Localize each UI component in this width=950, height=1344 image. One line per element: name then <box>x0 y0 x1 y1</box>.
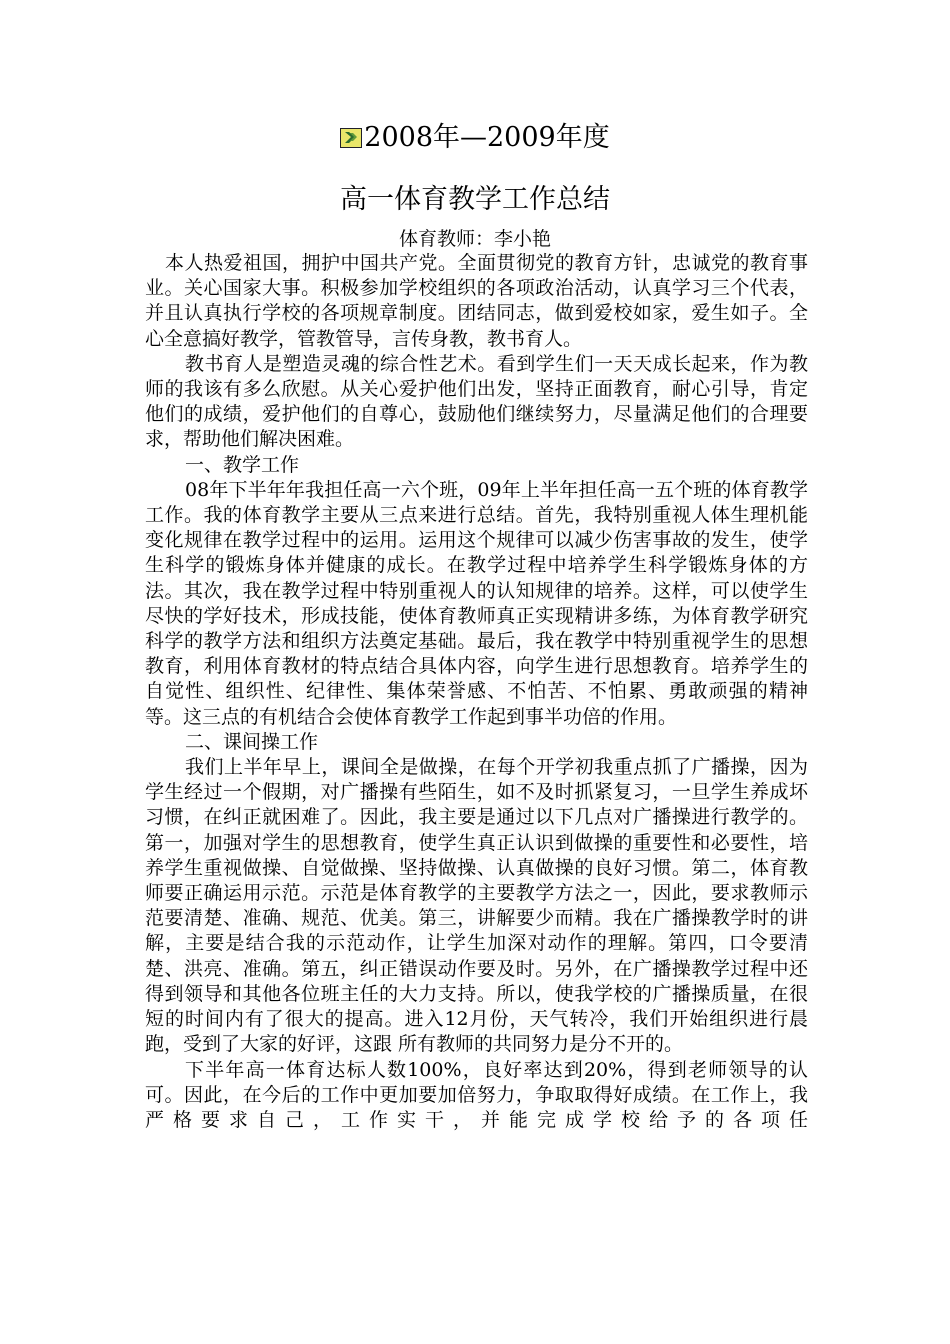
paragraph-teaching: 08年下半年年我担任高一六个班，09年上半年担任高一五个班的体育教学工作。我的体育教学主要从三点来进行总结。首先，我特别重视人体生理机能变化规律在教学过程中的运用。运用这个规律可以减少伤害事故的发生，使学生科学的锻炼身体并健康的成长。在教学过程中培养学生科学锻炼身体的方法。其次，我在教学过程中特别重视人的认知规律的培养。这样，可以使学生尽快的学好技术，形成技能，使体育教师真正实现精讲多练，为体育教学研究科学的教学方法和组织方法奠定基础。最后，我在教学中特别重视学生的思想教育，利用体育教材的特点结合具体内容，向学生进行思想教育。培养学生的自觉性、组织性、纪律性、集体荣誉感、不怕苦、不怕累、勇敢顽强的精神等。这三点的有机结合会使体育教学工作起到事半功倍的作用。 <box>145 478 808 728</box>
paragraph-intro: 本人热爱祖国，拥护中国共产党。全面贯彻党的教育方针，忠诚党的教育事业。关心国家大事。积极参加学校组织的各项政治活动，认真学习三个代表，并且认真执行学校的各项规章制度。团结同志，做到爱校如家，爱生如子。全心全意搞好教学，管教管导，言传身教，教书育人。 <box>145 252 808 350</box>
title-year-range: 2008年—2009年度 <box>364 122 610 153</box>
author-line: 体育教师：李小艳 <box>398 228 551 250</box>
section-heading-teaching: 一、教学工作 <box>185 453 300 476</box>
title-line-1 <box>0 121 950 155</box>
document-title: 高一体育教学工作总结 <box>340 184 610 215</box>
paragraph-exercise: 我们上半年早上，课间全是做操，在每个开学初我重点抓了广播操，因为学生经过一个假期，对广播操有些陌生，如不及时抓紧复习，一旦学生养成坏习惯，在纠正就困难了。因此，我主要是通过以下几点对广播操进行教学的。第一，加强对学生的思想教育，使学生真正认识到做操的重要性和必要性，培养学生重视做操、自觉做操、坚持做操、认真做操的良好习惯。第二，体育教师要正确运用示范。示范是体育教学的主要教学方法之一，因此，要求教师示范要清楚、准确、规范、优美。第三，讲解要少而精。我在广播操教学时的讲解，主要是结合我的示范动作，让学生加深对动作的理解。第四，口令要清楚、洪亮、准确。第五，纠正错误动作要及时。另外，在广播操教学过程中还得到领导和其他各位班主任的大力支持。所以，使我学校的广播操质量，在很短的时间内有了很大的提高。进入12月份，天气转冷，我们开始组织进行晨跑，受到了大家的好评，这跟 所有教师的共同努力是分不开的。 <box>145 756 808 1056</box>
paragraph-education: 教书育人是塑造灵魂的综合性艺术。看到学生们一天天成长起来，作为教师的我该有多么欣慰。从关心爱护他们出发，坚持正面教育，耐心引导，肯定他们的成绩，爱护他们的自尊心，鼓励他们继续努力，尽量满足他们的合理要求，帮助他们解决困难。 <box>145 352 808 451</box>
document-body <box>145 251 808 1133</box>
paragraph-results: 下半年高一体育达标人数100%，良好率达到20%，得到老师领导的认可。因此，在今后的工作中更加要加倍努力，争取取得好成绩。在工作上，我严格要求自己，工作实干，并能完成学校给予的各项任 <box>145 1058 808 1131</box>
document-link-icon <box>340 128 362 148</box>
section-heading-exercise: 二、课间操工作 <box>185 730 319 753</box>
